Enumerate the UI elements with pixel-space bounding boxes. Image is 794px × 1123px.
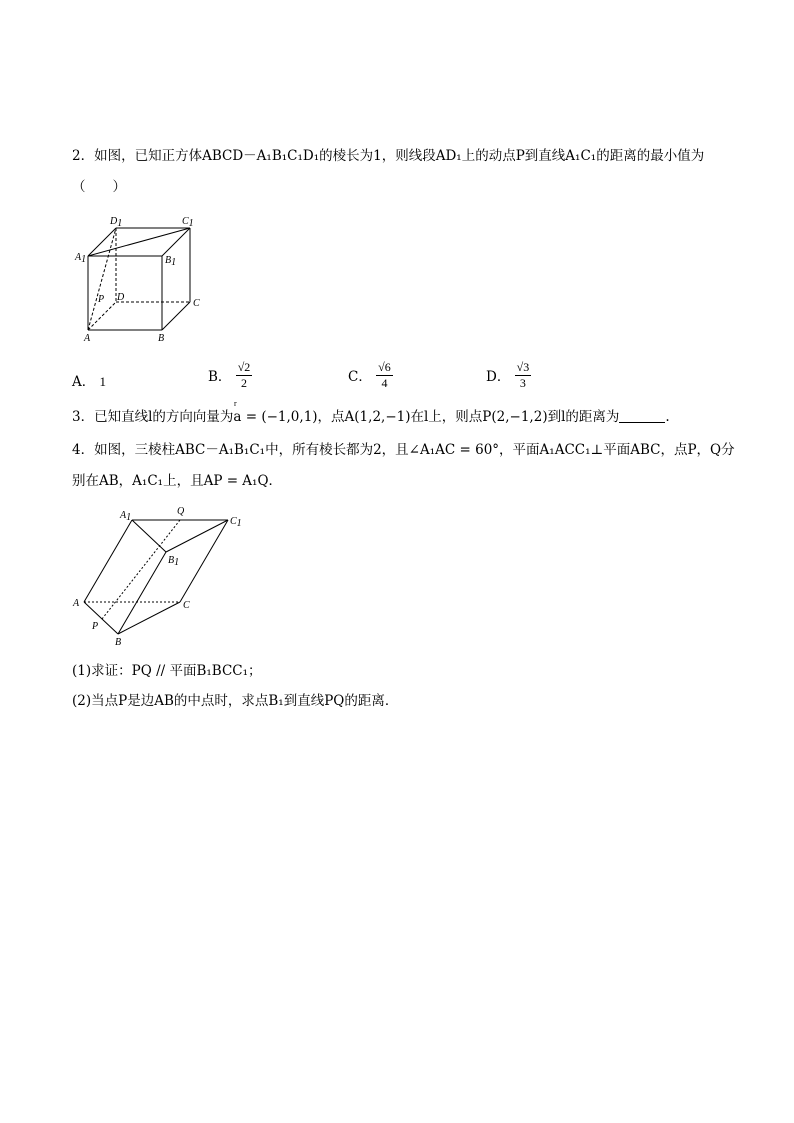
option-fraction: $\frac{√6}{4}$ <box>378 360 391 390</box>
hidden-segment-a-d1 <box>88 228 116 330</box>
option-letter: A． <box>72 374 96 390</box>
label-d: D <box>117 292 125 303</box>
label-c: C <box>183 600 190 611</box>
label-b: B <box>158 333 165 344</box>
q4-stem-line1: 4．如图，三棱柱ABC－A₁B₁C₁中，所有棱长都为2，且∠A₁AC = 60°，平面A₁ACC₁⊥平面ABC，点P，Q分 <box>72 442 735 458</box>
label-p: P <box>92 621 99 632</box>
hidden-segment-p-q <box>102 520 180 619</box>
edge-a1-b1 <box>132 520 166 552</box>
label-a: A <box>84 333 91 344</box>
label-d1: D1 <box>110 216 123 229</box>
label-b1: B1 <box>168 555 180 568</box>
q2-cube-figure <box>70 210 210 350</box>
q3-stem <box>72 408 670 426</box>
q2-option-c[interactable] <box>348 360 393 390</box>
q2-stem-line2: （ ） <box>72 179 126 195</box>
label-b1: B1 <box>165 255 177 268</box>
label-c: C <box>193 298 200 309</box>
edge-b-c <box>162 302 190 330</box>
label-b: B <box>115 637 122 648</box>
q2-stem-line1: 2．如图，已知正方体ABCD－A₁B₁C₁D₁的棱长为1，则线段AD₁上的动点P到直线A₁C₁的距离的最小值为 <box>72 148 705 164</box>
option-fraction: $\frac{√3}{3}$ <box>516 360 530 390</box>
option-letter: C． <box>348 369 372 385</box>
label-a1: A1 <box>75 252 87 265</box>
option-letter: D． <box>486 369 511 385</box>
label-q: Q <box>177 506 185 517</box>
q2-option-a[interactable] <box>72 370 106 390</box>
q4-stem-line2: 别在AB，A₁C₁上，且AP = A₁Q． <box>72 473 283 489</box>
q3-vector-mark: r <box>234 399 237 408</box>
option-fraction: $\frac{√2}{2}$ <box>237 360 251 390</box>
option-value: 1 <box>99 374 107 389</box>
q3-end: . <box>665 409 670 425</box>
q2-option-b[interactable] <box>208 360 252 390</box>
label-a1: A1 <box>120 510 132 523</box>
edge-a1-c1 <box>88 228 190 256</box>
q4-part1: (1)求证：PQ // 平面B₁BCC₁； <box>72 663 262 679</box>
q4-prism-figure <box>70 500 260 650</box>
option-letter: B． <box>208 369 232 385</box>
hidden-edge-a-d <box>88 302 116 330</box>
q3-text: 3．已知直线l的方向向量为a = (−1,0,1)，点A(1,2,−1)在l上，则点P(2,−1,2)到l的距离为 <box>72 409 620 425</box>
label-c1: C1 <box>182 216 194 229</box>
label-p: P <box>98 294 105 305</box>
q4-part2: (2)当点P是边AB的中点时，求点B₁到直线PQ的距离． <box>72 693 399 709</box>
q3-answer-blank[interactable] <box>619 410 665 423</box>
label-c1: C1 <box>230 516 242 529</box>
edge-a-b <box>84 602 118 634</box>
label-a: A <box>73 598 80 609</box>
q2-option-d[interactable] <box>486 360 531 390</box>
